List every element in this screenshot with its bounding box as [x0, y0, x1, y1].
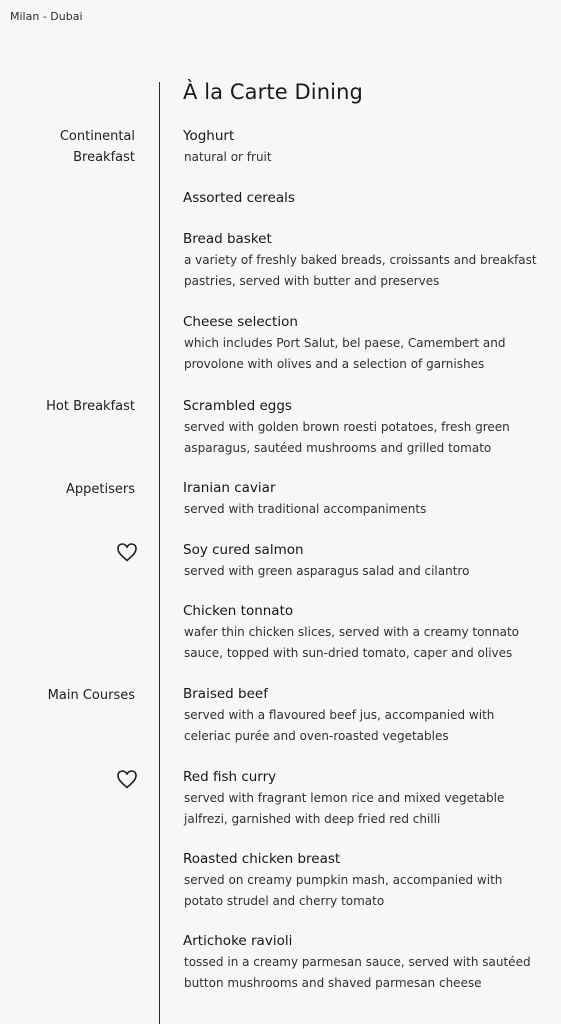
item-name: Bread basket [183, 231, 272, 247]
item-name: Yoghurt [183, 128, 235, 144]
section-hot-breakfast: Hot Breakfast [46, 399, 135, 414]
item-description: served on creamy pumpkin mash, accompanied with potato strudel and cherry tomato [184, 873, 503, 908]
section-main-courses: Main Courses [47, 688, 135, 703]
page-title: À la Carte Dining [183, 80, 363, 104]
menu-item-yoghurt [184, 126, 554, 168]
menu-item-soy-cured-salmon [184, 540, 554, 582]
item-description: served with traditional accompaniments [184, 502, 427, 516]
menu-item-braised-beef [184, 684, 554, 747]
item-name: Chicken tonnato [183, 603, 294, 619]
item-name: Assorted cereals [183, 190, 295, 206]
menu-item-artichoke-ravioli [184, 931, 554, 994]
item-description: wafer thin chicken slices, served with a creamy tonnato sauce, topped with sun-dried tomato, caper and olives [184, 625, 520, 660]
section-appetisers: Appetisers [66, 482, 135, 497]
item-name: Braised beef [183, 686, 268, 702]
menu-item-bread-basket [184, 229, 554, 292]
item-name: Artichoke ravioli [183, 933, 293, 949]
item-description: tossed in a creamy parmesan sauce, served with sautéed button mushrooms and shaved parmesan cheese [184, 955, 531, 990]
item-name: Cheese selection [183, 314, 298, 330]
vertical-divider [159, 82, 160, 1024]
menu-item-cheese-selection [184, 312, 554, 375]
item-name: Soy cured salmon [183, 542, 304, 558]
menu-item-chicken-tonnato [184, 601, 554, 664]
item-name: Scrambled eggs [183, 398, 292, 414]
item-name: Red fish curry [183, 769, 277, 785]
heart-outline-icon [115, 541, 139, 563]
menu-item-scrambled-eggs [184, 396, 554, 459]
item-description: a variety of freshly baked breads, croissants and breakfast pastries, served with butter and preserves [184, 253, 537, 288]
menu-item-red-fish-curry [184, 767, 554, 830]
item-description: served with golden brown roesti potatoes, fresh green asparagus, sautéed mushrooms and grilled tomato [184, 420, 510, 455]
item-name: Iranian caviar [183, 480, 276, 496]
menu-item-roasted-chicken-breast [184, 849, 554, 912]
item-description: served with a flavoured beef jus, accompanied with celeriac purée and oven-roasted vegetables [184, 708, 495, 743]
heart-outline-icon [115, 768, 139, 790]
route-label: Milan - Dubai [10, 10, 83, 23]
item-description: natural or fruit [184, 150, 272, 164]
section-continental-breakfast: Continental Breakfast [59, 129, 135, 165]
item-description: served with green asparagus salad and cilantro [184, 564, 470, 578]
menu-item-iranian-caviar [184, 478, 554, 520]
menu-item-assorted-cereals [184, 188, 554, 209]
item-description: which includes Port Salut, bel paese, Camembert and provolone with olives and a selection of garnishes [184, 336, 506, 371]
item-description: served with fragrant lemon rice and mixed vegetable jalfrezi, garnished with deep fried red chilli [184, 791, 505, 826]
item-name: Roasted chicken breast [183, 851, 341, 867]
